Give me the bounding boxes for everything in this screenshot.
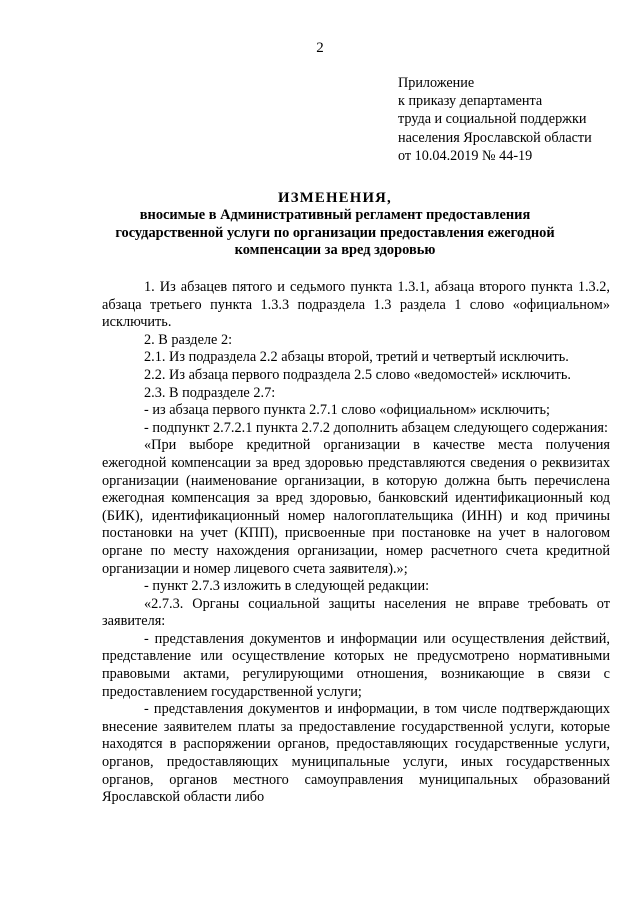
paragraph: «При выборе кредитной организации в качестве места получения ежегодной компенсации за вред здоровью представляются сведения о реквизитах организации (наименование организации, в которую должна быть перечислена ежегодная компенсация за вред здоровью, банковский идентификационный код (БИК), идентификационный номер налогоплательщика (ИНН) и код причины постановки на учет (КПП), присвоенные при постановке на учет в налоговом органе по месту нахождения организации, номер расчетного счета кредитной организации и номер лицевого счета заявителя).»; xyxy=(102,437,610,577)
paragraph: - представления документов и информации, в том числе подтверждающих внесение заявителем платы за предоставление государственной услуги, которые находятся в распоряжении органов, предоставляющих государственные услуги, органов, предоставляющих муниципальные услуги, иных государственных органов, органов местного самоуправления муниципальных образований Ярославской области либо xyxy=(102,701,610,806)
document-body xyxy=(102,279,610,807)
appendix-line: населения Ярославской области xyxy=(398,129,592,146)
paragraph: 2. В разделе 2: xyxy=(144,331,233,348)
paragraph: - представления документов и информации или осуществления действий, представление или осуществление которых не предусмотрено нормативными правовыми актами, регулирующими отношения, возникающие в связи с предоставлением государственной услуги; xyxy=(102,630,610,700)
appendix-block xyxy=(398,74,630,165)
appendix-line: к приказу департамента xyxy=(398,93,543,110)
paragraph: - пункт 2.7.3 изложить в следующей редакции: xyxy=(144,578,430,595)
paragraph: 1. Из абзацев пятого и седьмого пункта 1.3.1, абзаца второго пункта 1.3.2, абзаца третьего пункта 1.3.3 подраздела 1.3 раздела 1 слово «официальном» исключить. xyxy=(102,279,610,331)
document-heading xyxy=(90,190,580,260)
heading-subtitle-line: государственной услуги по организации предоставления ежегодной xyxy=(115,224,555,241)
heading-title: ИЗМЕНЕНИЯ, xyxy=(278,190,392,206)
paragraph: - из абзаца первого пункта 2.7.1 слово «официальном» исключить; xyxy=(144,402,551,419)
paragraph: 2.2. Из абзаца первого подраздела 2.5 слово «ведомостей» исключить. xyxy=(144,366,571,383)
heading-subtitle-line: компенсации за вред здоровью xyxy=(234,242,436,259)
paragraph: 2.1. Из подраздела 2.2 абзацы второй, третий и четвертый исключить. xyxy=(144,349,569,366)
appendix-line: Приложение xyxy=(398,75,475,91)
appendix-line: труда и социальной поддержки xyxy=(398,111,587,128)
paragraph: «2.7.3. Органы социальной защиты населения не вправе требовать от заявителя: xyxy=(102,595,610,630)
paragraph: 2.3. В подразделе 2.7: xyxy=(144,384,276,401)
heading-subtitle-line: вносимые в Административный регламент предоставления xyxy=(139,207,531,224)
appendix-line: от 10.04.2019 № 44-19 xyxy=(398,147,533,164)
paragraph: - подпункт 2.7.2.1 пункта 2.7.2 дополнить абзацем следующего содержания: xyxy=(144,419,608,436)
page-number: 2 xyxy=(316,40,324,56)
